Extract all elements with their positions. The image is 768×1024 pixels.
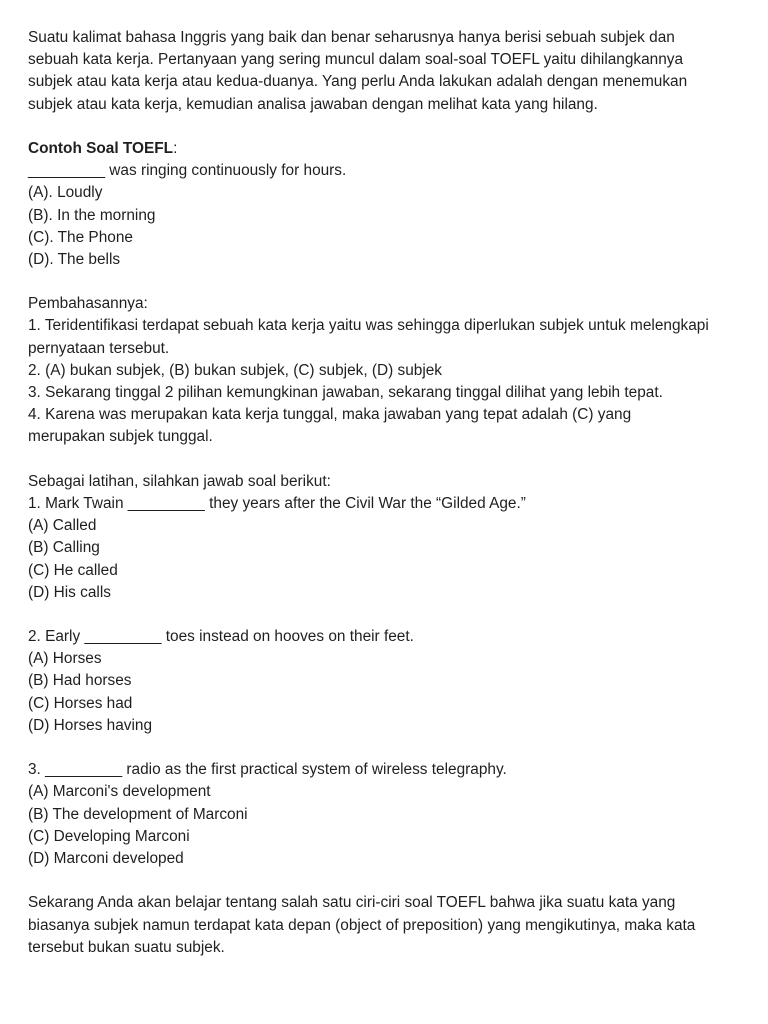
answer-option: (D) His calls (28, 583, 111, 601)
spacer (28, 870, 758, 892)
spacer (28, 271, 758, 293)
closing-line: biasanya subjek namun terdapat kata depan (object of preposition) yang mengikutinya, maka kata (28, 916, 696, 934)
intro-line: Suatu kalimat bahasa Inggris yang baik dan benar seharusnya hanya berisi sebuah subjek dan (28, 29, 675, 46)
exercise-question-3 (28, 759, 758, 870)
example-option: (D). The bells (28, 250, 121, 268)
answer-option: (A) Horses (28, 650, 102, 668)
spacer (28, 604, 758, 626)
closing-line: tersebut bukan suatu subjek. (28, 938, 225, 956)
closing-line: Sekarang Anda akan belajar tentang salah satu ciri-ciri soal TOEFL bahwa jika suatu kata yang (28, 894, 676, 912)
question-text: 1. Mark Twain _________ they years after the Civil War the “Gilded Age.” (28, 494, 526, 512)
answer-option: (A) Marconi's development (28, 783, 211, 801)
answer-option: (A) Called (28, 517, 97, 535)
answer-option: (C) He called (28, 561, 118, 579)
discussion-line: merupakan subjek tunggal. (28, 428, 213, 446)
example-question: _________ was ringing continuously for hours. (28, 162, 347, 180)
discussion-line: 4. Karena was merupakan kata kerja tunggal, maka jawaban yang tepat adalah (C) yang (28, 406, 632, 424)
exercise-question-2 (28, 626, 758, 737)
answer-option: (C) Horses had (28, 694, 133, 712)
answer-option: (B) Had horses (28, 672, 132, 690)
intro-line: subjek atau kata kerja, kemudian analisa jawaban dengan melihat kata yang hilang. (28, 95, 598, 113)
example-option: (B). In the morning (28, 206, 156, 224)
discussion-line: 1. Teridentifikasi terdapat sebuah kata kerja yaitu was sehingga diperlukan subjek untuk melengkapi (28, 317, 709, 335)
example-heading: Contoh Soal TOEFL (28, 139, 174, 157)
intro-paragraph (28, 27, 758, 116)
exercise-question-1 (28, 493, 758, 604)
discussion-line: 3. Sekarang tinggal 2 pilihan kemungkinan jawaban, sekarang tinggal dilihat yang lebih tepat. (28, 384, 663, 401)
exercise-section (28, 471, 758, 870)
answer-option: (D) Horses having (28, 716, 153, 734)
spacer (28, 449, 758, 471)
discussion-heading: Pembahasannya: (28, 295, 148, 313)
answer-option: (B) Calling (28, 539, 100, 557)
question-text: 2. Early _________ toes instead on hooves on their feet. (28, 628, 414, 646)
example-option: (A). Loudly (28, 184, 103, 202)
intro-line: sebuah kata kerja. Pertanyaan yang sering muncul dalam soal-soal TOEFL yaitu dihilangkannya (28, 51, 684, 69)
question-text: 3. _________ radio as the first practical system of wireless telegraphy. (28, 761, 507, 779)
discussion-section (28, 293, 758, 448)
answer-option: (D) Marconi developed (28, 849, 184, 867)
answer-option: (C) Developing Marconi (28, 827, 190, 845)
example-option: (C). The Phone (28, 228, 133, 246)
example-heading-line (28, 138, 758, 160)
closing-paragraph (28, 892, 758, 959)
spacer (28, 116, 758, 138)
document-page (28, 27, 758, 959)
exercise-heading: Sebagai latihan, silahkan jawab soal berikut: (28, 472, 331, 490)
example-section (28, 138, 758, 271)
discussion-line: pernyataan tersebut. (28, 339, 170, 357)
discussion-line: 2. (A) bukan subjek, (B) bukan subjek, (C) subjek, (D) subjek (28, 361, 443, 379)
example-heading-colon: : (173, 139, 178, 157)
answer-option: (B) The development of Marconi (28, 805, 248, 823)
intro-line: subjek atau kata kerja atau kedua-duanya. Yang perlu Anda lakukan adalah dengan menemukan (28, 73, 688, 91)
spacer (28, 737, 758, 759)
